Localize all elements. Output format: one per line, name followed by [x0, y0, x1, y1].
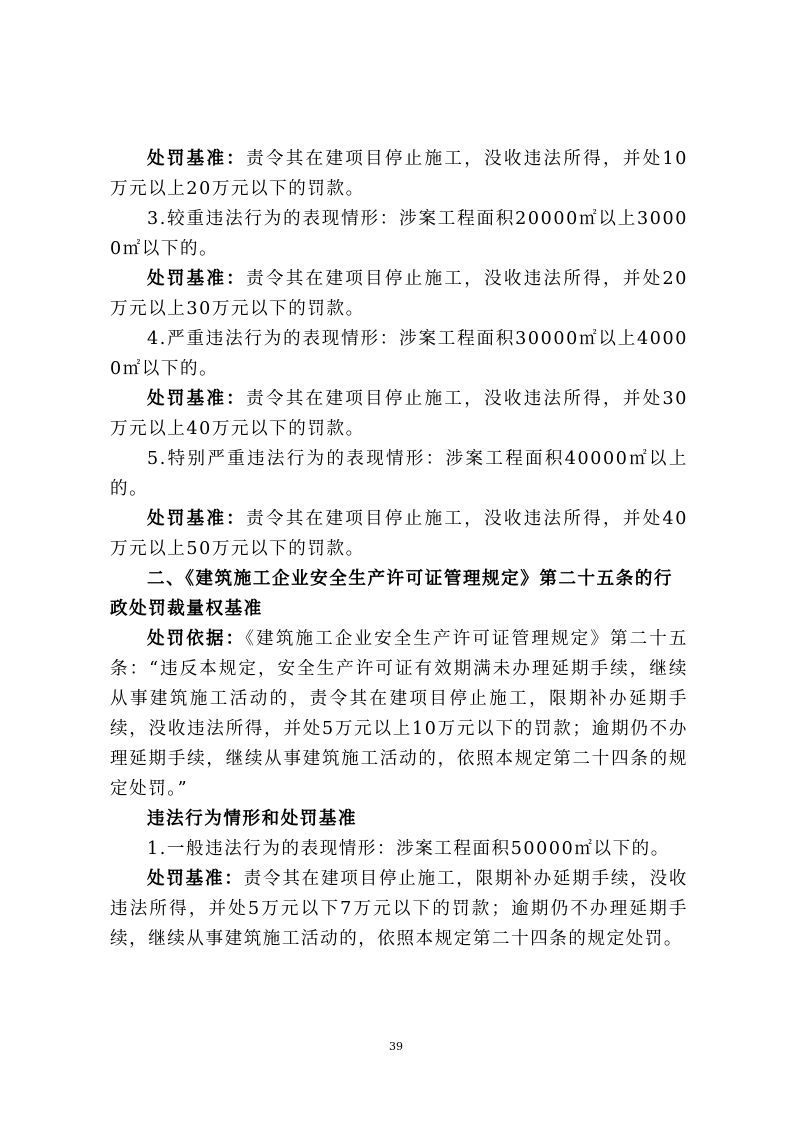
paragraph-text: 责令其在建项目停止施工，没收违法所得，并处20万元以上30万元以下的罚款。	[110, 269, 688, 319]
penalty-standard-label: 处罚基准：	[147, 269, 247, 289]
section-heading: 二、《建筑施工企业安全生产许可证管理规定》第二十五条的行政处罚裁量权基准	[110, 569, 674, 619]
paragraph-penalty-standard-general	[110, 864, 688, 954]
paragraph-text: 《建筑施工企业安全生产许可证管理规定》第二十五条：“违反本规定，安全生产许可证有效期满未办理延期手续，继续从事建筑施工活动的，责令其在建项目停止施工，限期补办延期手续，没收违法所得，并处5万元以上10万元以下的罚款；逾期仍不办理延期手续，继续从事建筑施工活动的，依照本规定第二十四条的规定处罚。”	[110, 629, 689, 799]
paragraph-text: 责令其在建项目停止施工，没收违法所得，并处40万元以上50万元以下的罚款。	[110, 509, 688, 559]
paragraph-penalty-standard-3	[110, 264, 688, 324]
paragraph-penalty-standard-4	[110, 384, 688, 444]
paragraph-text: 责令其在建项目停止施工，没收违法所得，并处10万元以上20万元以下的罚款。	[110, 149, 688, 199]
paragraph-text: 1.一般违法行为的表现情形：涉案工程面积50000㎡以下的。	[147, 839, 670, 859]
document-body	[110, 144, 688, 954]
paragraph-violation-case-3	[110, 204, 688, 264]
paragraph-violation-case-general	[110, 834, 688, 864]
paragraph-text: 责令其在建项目停止施工，限期补办延期手续，没收违法所得，并处5万元以下7万元以下的罚款；逾期仍不办理延期手续，继续从事建筑施工活动的，依照本规定第二十四条的规定处罚。	[110, 869, 688, 949]
paragraph-violation-case-5	[110, 444, 688, 504]
paragraph-text: 5.特别严重违法行为的表现情形：涉案工程面积40000㎡以上的。	[110, 449, 688, 499]
page-number: 39	[389, 1040, 403, 1053]
paragraph-violation-case-4	[110, 324, 688, 384]
penalty-standard-label: 处罚基准：	[147, 869, 244, 889]
paragraph-text: 4.严重违法行为的表现情形：涉案工程面积30000㎡以上40000㎡以下的。	[110, 329, 688, 379]
paragraph-text: 责令其在建项目停止施工，没收违法所得，并处30万元以上40万元以下的罚款。	[110, 389, 688, 439]
penalty-standard-label: 处罚基准：	[147, 389, 247, 409]
penalty-basis-label: 处罚依据：	[147, 629, 246, 649]
penalty-standard-label: 处罚基准：	[147, 509, 247, 529]
paragraph-penalty-standard-5	[110, 504, 688, 564]
penalty-standard-label: 处罚基准：	[147, 149, 247, 169]
paragraph-penalty-basis	[110, 624, 688, 804]
paragraph-penalty-standard-1	[110, 144, 688, 204]
paragraph-text: 3.较重违法行为的表现情形：涉案工程面积20000㎡以上30000㎡以下的。	[110, 209, 688, 259]
subheading: 违法行为情形和处罚基准	[147, 809, 358, 829]
